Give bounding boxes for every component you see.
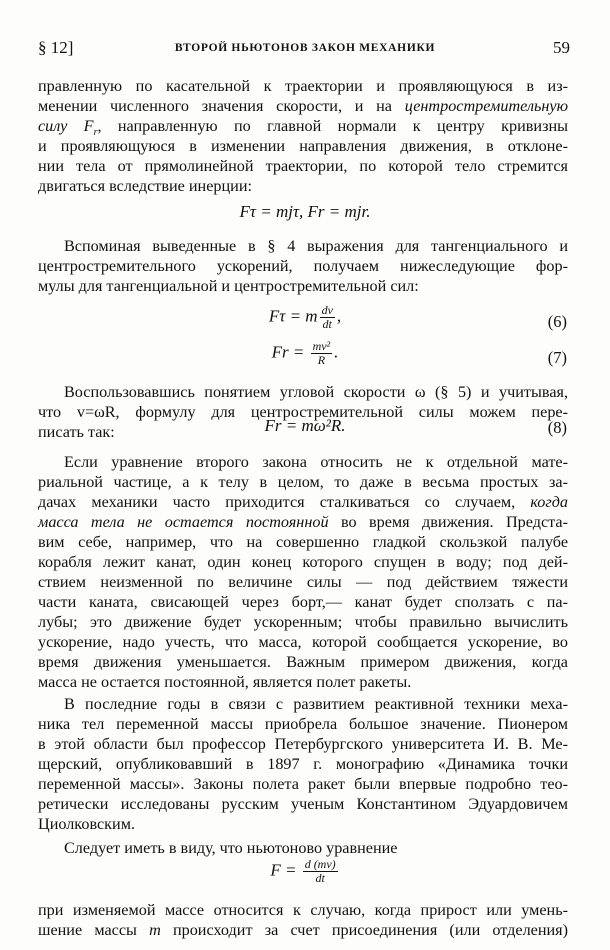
text-line: правленную по касательной к траектории и проявляющуюся в из- — [38, 77, 568, 95]
text-line: Если уравнение второго закона относить не к отдельной мате- — [64, 453, 568, 471]
text-line: вим себе, например, что на совершенно гладкой скользкой палубе — [38, 533, 568, 551]
text-line: центростремительного ускорений, получаем нижеследующие фор- — [38, 257, 568, 275]
text-line: лубы; это движение будет ускоренным; чтобы правильно вычислить — [38, 613, 568, 631]
text-line: Вспоминая выведенные в § 4 выражения для тангенциального и — [64, 237, 568, 255]
running-title: ВТОРОЙ НЬЮТОНОВ ЗАКОН МЕХАНИКИ — [174, 42, 436, 54]
text-line: переменной массы». Законы полета ракет были впервые подробно тео- — [38, 775, 568, 793]
text-line: шение массы m происходит за счет присоединения (или отделения) — [38, 921, 568, 939]
page-number: 59 — [553, 38, 570, 57]
text-line: части каната, свисающей через борт,— канат будет сползать с па- — [38, 593, 568, 611]
text-line: ствием неизменной по величине силы — под действием тяжести — [38, 573, 568, 591]
italic-term: масса тела не остается постоянной — [38, 513, 329, 531]
text-line: щерский, опубликовавший в 1897 г. монографию «Динамика точки — [38, 755, 568, 773]
text-line: Циолковским. — [38, 815, 135, 833]
text-line: масса не остается постоянной, является полет ракеты. — [38, 673, 412, 691]
text-line: риальной частице, а к телу в целом, то даже в весьма простых за- — [38, 473, 568, 491]
text-line: ретически исследованы русским ученым Константином Эдуардовичем — [38, 795, 568, 813]
text-line: при изменяемой массе относится к случаю, когда прирост или умень- — [38, 901, 568, 919]
text-line: в этой области был профессор Петербургского университета И. В. Ме- — [38, 735, 568, 753]
equation-number: (8) — [547, 418, 567, 437]
equation-newton: F = $\frac{d (mv)}{dt}$ — [270, 857, 336, 885]
text-line: нии тела от прямолинейной траектории, по которой тело стремится — [38, 157, 568, 175]
text-line: Воспользовавшись понятием угловой скорости ω (§ 5) и учитывая, — [64, 383, 568, 401]
equation-6: Fτ = m $\frac{dv}{dt}$ , — [268, 303, 342, 331]
text-line: дачах механики часто приходится сталкиваться со случаем, когда — [38, 493, 568, 511]
text-line: корабля лежит канат, один конец которого спущен в воду; под дей- — [38, 553, 568, 571]
text-line: писать так: — [38, 423, 115, 441]
text-line: двигаться вследствие инерции: — [38, 177, 252, 195]
equation-number: (7) — [547, 348, 567, 367]
text-line: мулы для тангенциальной и центростремительной сил: — [38, 277, 419, 295]
equation-7: Fr = $\frac{\text{mv²}}{R}$ . — [271, 339, 339, 367]
equation-forces: Fτ = mjτ, Fr = mjr. — [239, 202, 371, 221]
italic-term: центростремительную — [404, 97, 568, 115]
section-marker: § 12] — [38, 38, 74, 57]
text-line: и проявляющуюся в изменении направления движения, в отклоне- — [38, 137, 568, 155]
text-line: ускорение, надо учесть, что масса, которой сообщается ускорение, во — [38, 633, 568, 651]
equation-number: (6) — [547, 312, 567, 331]
text-line: В последние годы в связи с развитием реактивной техники меха- — [64, 695, 568, 713]
equation-8: Fr = mω²R. — [264, 416, 346, 435]
text-line: менении численного значения скорости, и на центростремительную — [38, 97, 568, 115]
text-line: масса тела не остается постоянной во время движения. Предста- — [38, 513, 569, 531]
text-line: Следует иметь в виду, что ньютоново уравнение — [64, 839, 398, 857]
text-line: что v=ωR, формулу для центростремительной силы можем пере- — [38, 403, 568, 421]
text-line: время движения уменьшается. Важным примером движения, когда — [38, 653, 568, 671]
text-line: ника тел переменной массы приобрела большое значение. Пионером — [38, 715, 568, 733]
text-line: силу $F_r$, направленную по главной нормали к центру кривизны — [38, 117, 568, 139]
